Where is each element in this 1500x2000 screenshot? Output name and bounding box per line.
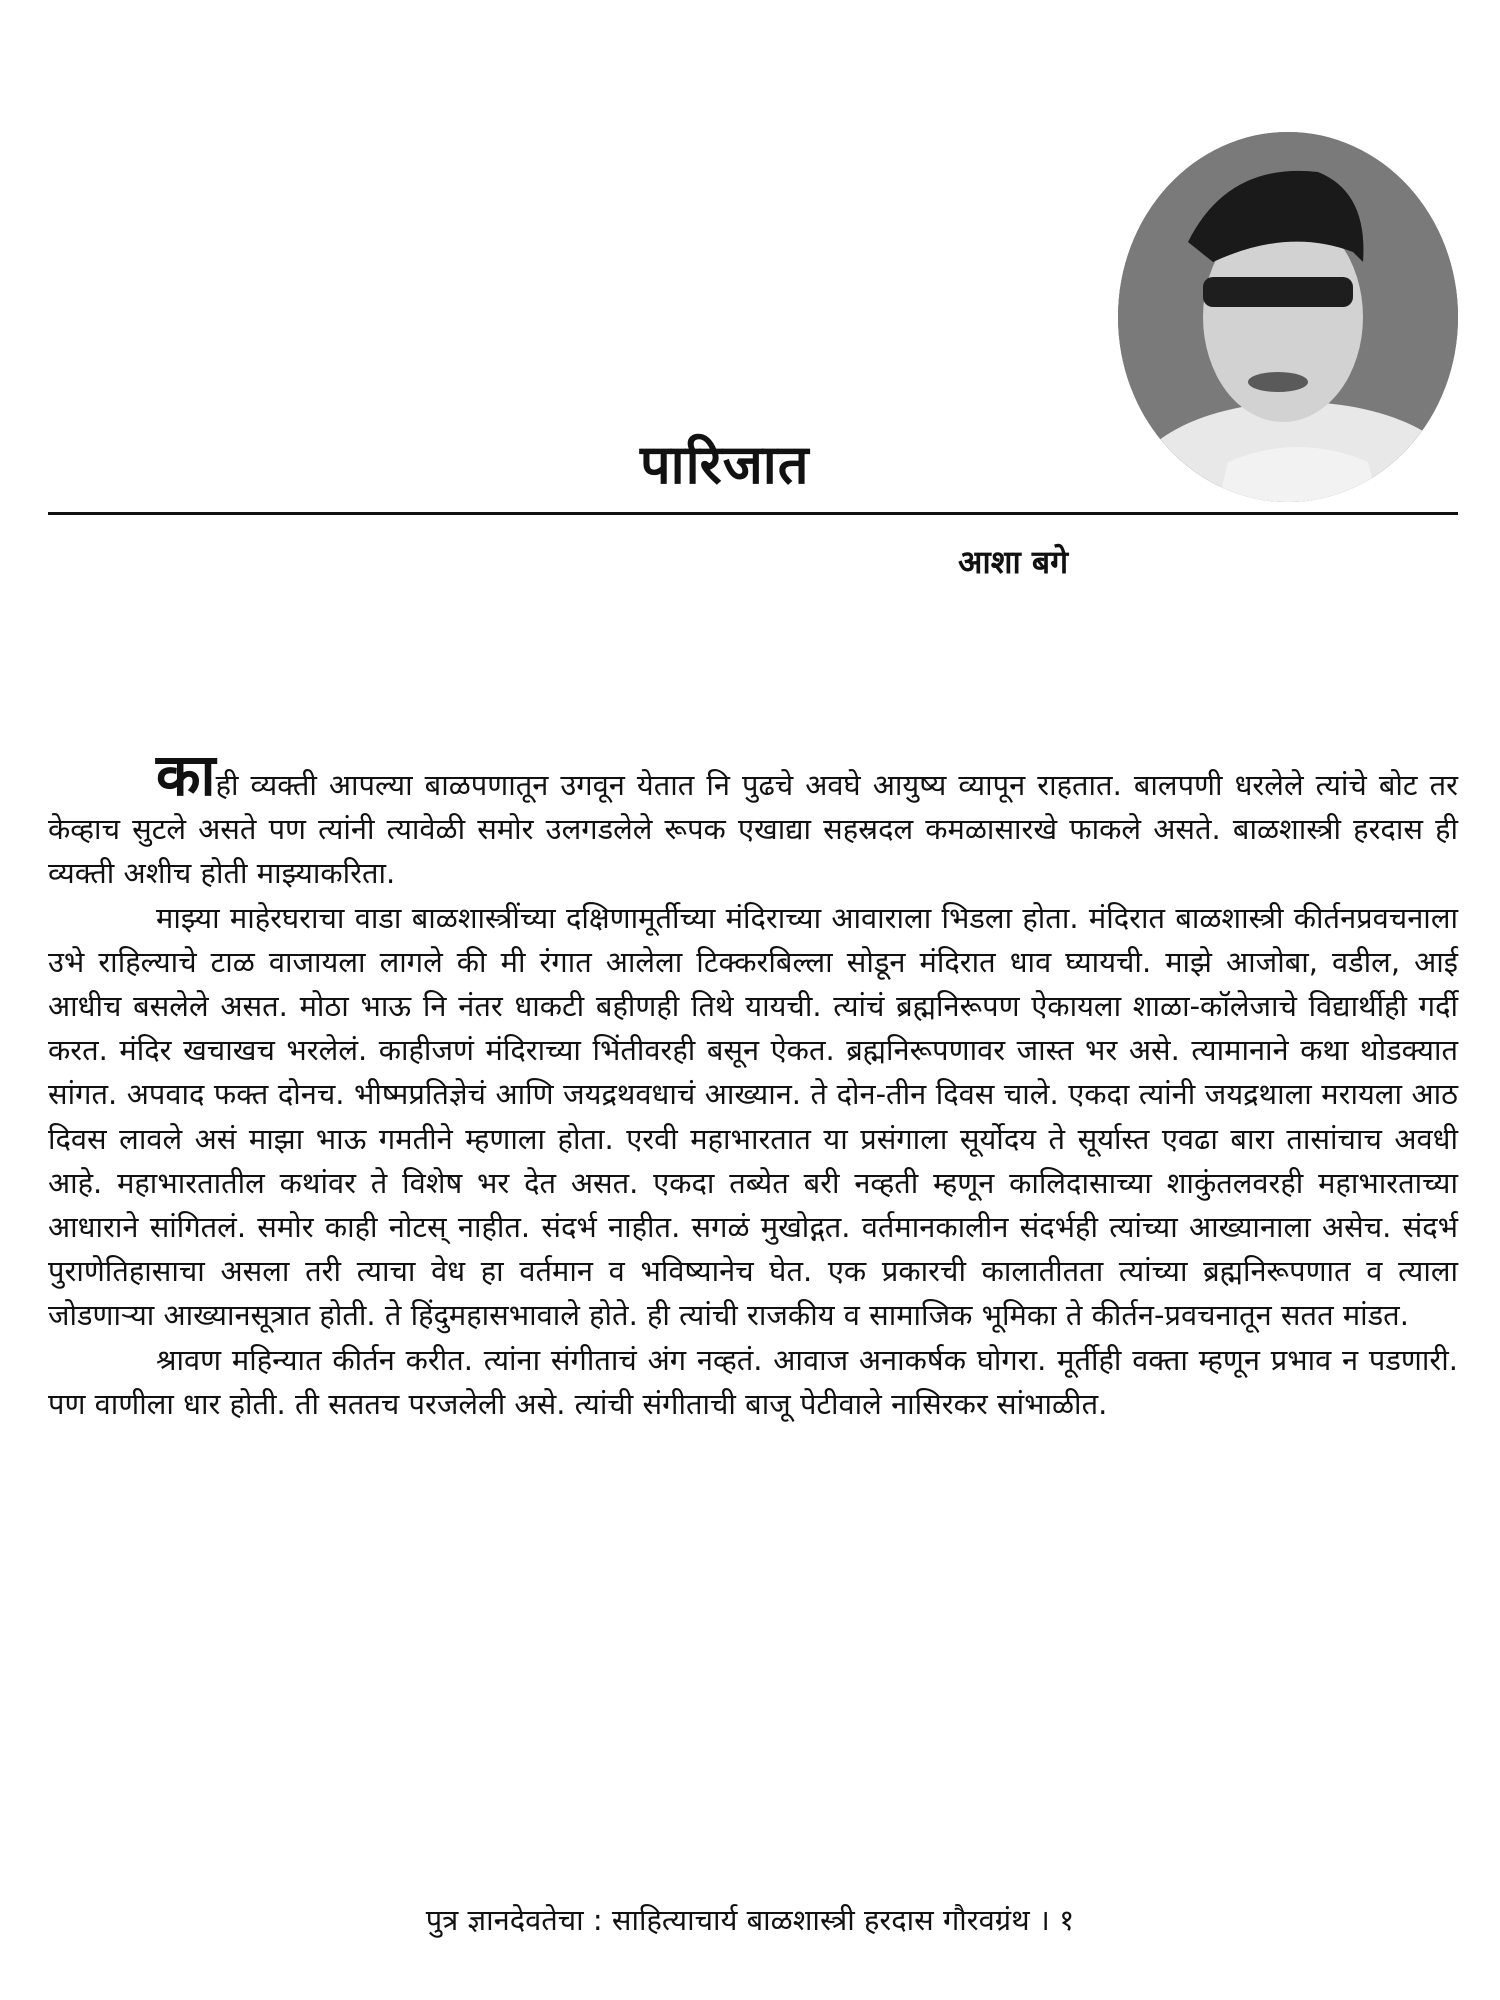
drop-cap: का xyxy=(156,741,216,809)
paragraph-2: माझ्या माहेरघराचा वाडा बाळशास्त्रींच्या दक्षिणामूर्तीच्या मंदिराच्या आवाराला भिडला होता. मंदिरात बाळशास्त्री कीर्तनप्रवचनाला उभे राहिल्याचे टाळ वाजायला लागले की मी रंगात आलेला टिक्करबिल्ला सोडून मंदिरात धाव घ्यायची. माझे आजोबा, वडील, आई आधीच बसलेले असत. मोठा भाऊ नि नंतर धाकटी बहीणही तिथे यायची. त्यांचं ब्रह्मनिरूपण ऐकायला शाळा-कॉलेजाचे विद्यार्थीही गर्दी करत. मंदिर खचाखच भरलेलं. काहीजणं मंदिराच्या भिंतीवरही बसून ऐकत. ब्रह्मनिरूपणावर जास्त भर असे. त्यामानाने कथा थोडक्यात सांगत. अपवाद फक्त दोनच. भीष्मप्रतिज्ञेचं आणि जयद्रथवधाचं आख्यान. ते दोन-तीन दिवस चाले. एकदा त्यांनी जयद्रथाला मरायला आठ दिवस लावले असं माझा भाऊ गमतीने म्हणाला होता. एरवी महाभारतात या प्रसंगाला सूर्योदय ते सूर्यास्त एवढा बारा तासांचाच अवधी आहे. महाभारतातील कथांवर ते विशेष भर देत असत. एकदा तब्येत बरी नव्हती म्हणून कालिदासाच्या शाकुंतलवरही महाभारताच्या आधाराने सांगितलं. समोर काही नोटस् नाहीत. संदर्भ नाहीत. सगळं मुखोद्गत. वर्तमानकालीन संदर्भही त्यांच्या आख्यानाला असेच. संदर्भ पुराणेतिहासाचा असला तरी त्याचा वेध हा वर्तमान व भविष्यानेच घेत. एक प्रकारची कालातीतता त्यांच्या ब्रह्मनिरूपणात व त्याला जोडणाऱ्या आख्यानसूत्रात होती. ते हिंदुमहासभावाले होते. ही त्यांची राजकीय व सामाजिक भूमिका ते कीर्तन-प्रवचनातून सतत मांडत. xyxy=(48,900,1458,1333)
paragraph-1-text: ही व्यक्ती आपल्या बाळपणातून उगवून येतात नि पुढचे अवघे आयुष्य व्यापून राहतात. बालपणी धरलेले त्यांचे बोट तर केव्हाच सुटले असते पण त्यांनी त्यावेळी समोर उलगडलेले रूपक एखाद्या सहस्रदल कमळासारखे फाकले असते. बाळशास्त्री हरदास ही व्यक्ती अशीच होती माझ्याकरिता. xyxy=(48,768,1458,891)
title-divider xyxy=(48,512,1458,515)
article-body xyxy=(48,741,1458,1426)
author-name: आशा बगे xyxy=(958,543,1069,581)
author-portrait-photo xyxy=(1118,132,1458,502)
page-title: पारिजात xyxy=(640,433,810,496)
paragraph-1 xyxy=(48,741,1458,896)
paragraph-3: श्रावण महिन्यात कीर्तन करीत. त्यांना संगीताचं अंग नव्हतं. आवाज अनाकर्षक घोगरा. मूर्तीही वक्ता म्हणून प्रभाव न पडणारी. पण वाणीला धार होती. ती सततच परजलेली असे. त्यांची संगीताची बाजू पेटीवाले नासिरकर सांभाळीत. xyxy=(48,1342,1458,1421)
page-footer: पुत्र ज्ञानदेवतेचा : साहित्याचार्य बाळशास्त्री हरदास गौरवग्रंथ । १ xyxy=(425,1903,1075,1937)
